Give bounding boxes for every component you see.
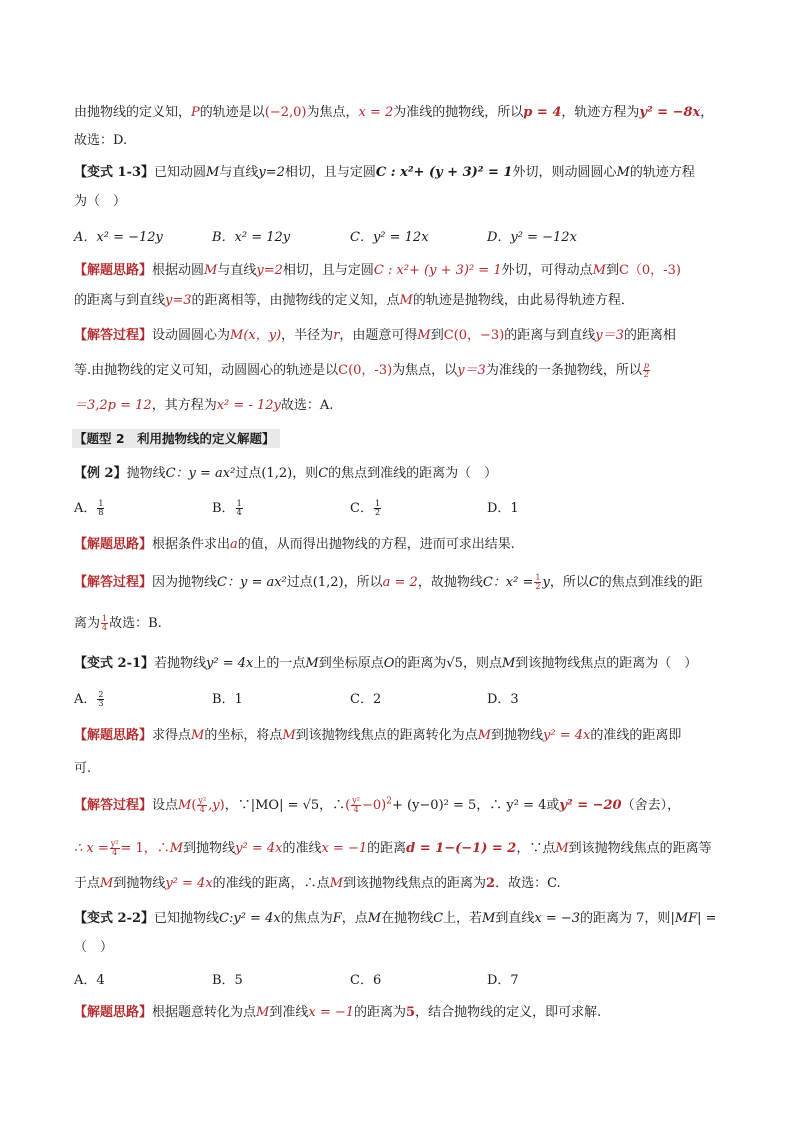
option-d: D．3 bbox=[487, 692, 519, 707]
process-ex2-cont: 离为 $\frac{1}{4}$ 故选：B. bbox=[74, 614, 162, 632]
option-b: B．x² = 12y bbox=[212, 230, 291, 245]
think-v2-2: 【解题思路】根据题意转化为点M到准线x = −1的距离为5，结合抛物线的定义，即可求解. bbox=[74, 1005, 602, 1020]
question-ex2: 【例 2】抛物线C：y = ax²过点(1,2)，则C的焦点到准线的距离为（ ） bbox=[74, 466, 498, 481]
think-ex2: 【解题思路】根据条件求出a的值，从而得出抛物线的方程，进而可求出结果. bbox=[74, 537, 515, 552]
option-c: C．2 bbox=[350, 692, 382, 707]
option-d: D．7 bbox=[487, 973, 519, 988]
option-d: D．y² = −12x bbox=[487, 230, 577, 245]
section-heading: 【题型 2 利用抛物线的定义解题】 bbox=[72, 429, 280, 448]
question-v2-2-cont: （ ） bbox=[74, 940, 114, 955]
question-v1-3: 【变式 1-3】已知动圆M与直线y=2相切，且与定圆C : x²+ (y + 3)² = 1外切，则动圆圆心M的轨迹方程 bbox=[74, 165, 695, 180]
option-b: B．5 bbox=[212, 973, 243, 988]
solution-line: 由抛物线的定义知，P的轨迹是以(−2,0)为焦点，x = 2为准线的抛物线，所以p = 4，轨迹方程为y² = −8x， bbox=[74, 105, 714, 120]
process-v1-3-cont: 等.由抛物线的定义可知，动圆圆心的轨迹是以C(0，-3)为焦点，以y＝3为准线的一条抛物线，所以 $\frac{p}{2}$ bbox=[74, 361, 649, 379]
option-b: B．1 bbox=[212, 692, 243, 707]
process-v1-3: 【解答过程】设动圆圆心为M(x，y)，半径为r，由题意可得M到C(0，−3)的距离与到直线y＝3的距离相 bbox=[74, 328, 676, 343]
process-v1-3-cont2: ＝3,2p = 12，其方程为x² = - 12y故选：A. bbox=[74, 398, 334, 413]
think-v2-1: 【解题思路】求得点M的坐标，将点M到该抛物线焦点的距离转化为点M到抛物线y² = 4x的准线的距离即 bbox=[74, 728, 682, 743]
option-c: C． $\frac{1}{2}$ bbox=[350, 499, 381, 517]
think-v2-1-cont: 可. bbox=[74, 761, 92, 776]
process-v2-1: 【解答过程】设点M( $\frac{\text{y²}}{4}$ ,y)，∵|MO| = √5，∴( $\frac{\text{y²}}{4}$ −0)$^2$+ (y−0)² = 5，∴ y² = 4或y² = −20（舍去）， bbox=[74, 796, 681, 814]
question-v2-1: 【变式 2-1】若抛物线y² = 4x上的一点M到坐标原点O的距离为√5，则点M到该抛物线焦点的距离为（ ） bbox=[74, 656, 698, 671]
process-v2-1-cont2: 于点M到抛物线y² = 4x的准线的距离，∴点M到该抛物线焦点的距离为2．故选：C. bbox=[74, 876, 561, 891]
option-a: A．4 bbox=[74, 973, 105, 988]
think-v1-3: 【解题思路】根据动圆M与直线y=2相切，且与定圆C : x²+ (y + 3)² = 1外切，可得动点M到C（0，-3) bbox=[74, 263, 681, 278]
think-v1-3-cont: 的距离与到直线y=3的距离相等，由抛物线的定义知，点M的轨迹是抛物线，由此易得轨迹方程． bbox=[74, 293, 634, 308]
question-v1-3-cont: 为（ ） bbox=[74, 194, 127, 209]
option-d: D．1 bbox=[487, 501, 519, 516]
option-a: A． $\frac{2}{3}$ bbox=[74, 690, 104, 708]
option-c: C．6 bbox=[350, 973, 382, 988]
answer-line: 故选：D. bbox=[74, 133, 128, 148]
option-b: B． $\frac{1}{4}$ bbox=[212, 499, 242, 517]
option-a: A．x² = −12y bbox=[74, 230, 163, 245]
option-a: A． $\frac{1}{8}$ bbox=[74, 499, 104, 517]
process-v2-1-cont: ∴ x = $\frac{\text{y²}}{4}$ = 1，∴M到抛物线y² = 4x的准线x = −1的距离d = 1−(−1) = 2，∵点M到该抛物线焦点的距离等 bbox=[74, 839, 712, 857]
question-v2-2: 【变式 2-2】已知抛物线C:y² = 4x的焦点为F，点M在抛物线C上，若M到直线x = −3的距离为 7，则|MF| = bbox=[74, 911, 717, 926]
process-ex2: 【解答过程】因为抛物线C：y = ax²过点(1,2)，所以a = 2，故抛物线C：x² = $\frac{1}{2}$ y，所以C的焦点到准线的距 bbox=[74, 573, 703, 591]
option-c: C．y² = 12x bbox=[350, 230, 429, 245]
